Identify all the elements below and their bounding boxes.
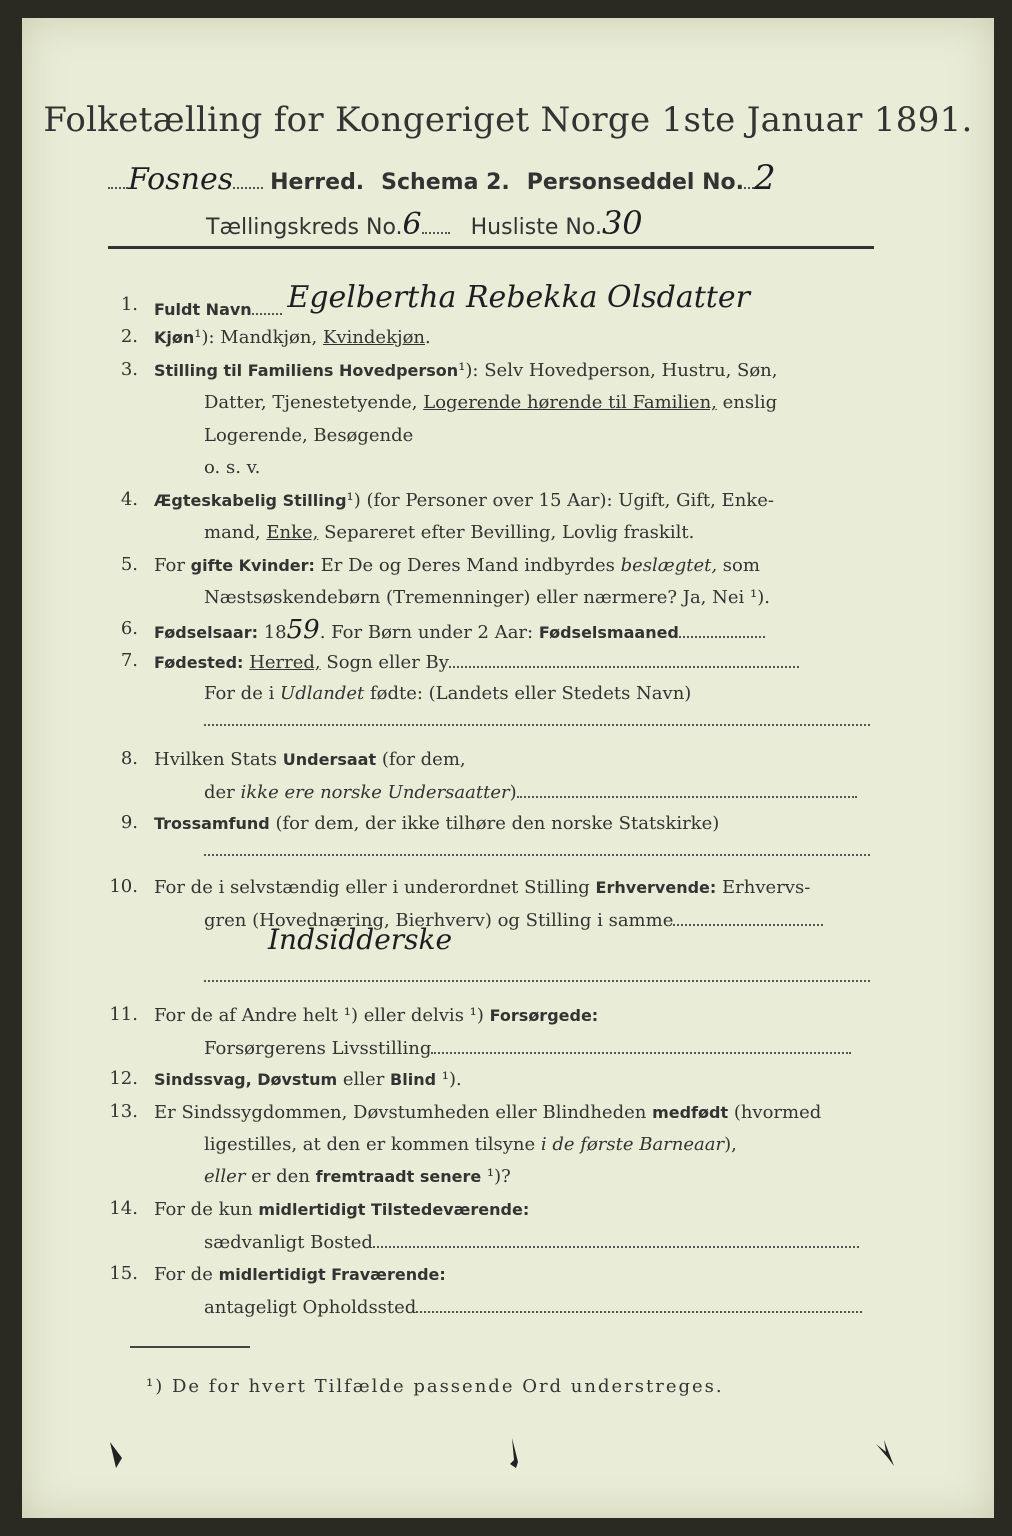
religion-text: (for dem, der ikke tilhøre den norske Statskirke) (269, 813, 720, 834)
family-position-options: ¹): Selv Hovedperson, Hustru, Søn, (458, 360, 778, 381)
congenital-text-6: ¹)? (481, 1166, 511, 1187)
citizenship-text-4: ) (509, 782, 517, 803)
item-number: 9. (120, 812, 138, 833)
footnote: ¹) De for hvert Tilfælde passende Ord understreges. (146, 1376, 724, 1397)
header-rule (108, 246, 874, 249)
item-religion (154, 812, 719, 836)
birth-year-label: Fødselsaar: (154, 623, 258, 642)
birthplace-label: Fødested: (154, 653, 244, 672)
married-women-label: gifte Kvinder: (190, 556, 315, 575)
herred-label: Herred. (270, 170, 365, 195)
married-text-1: For (154, 555, 191, 576)
gender-label: Kjøn (154, 328, 195, 347)
form-title: Folketælling for Kongeriget Norge 1ste Januar 1891. (43, 100, 973, 140)
item-temporary-absent-line2 (204, 1295, 862, 1320)
kreds-value: 6 (402, 207, 422, 242)
marital-selected: Enke, (266, 522, 319, 543)
item-temporary-absent (154, 1263, 446, 1287)
disability-text: eller (337, 1069, 391, 1090)
occupation-dotline (204, 980, 870, 982)
registration-mark-right (872, 1436, 900, 1470)
item-name (154, 280, 750, 322)
birthplace-options: Sogn eller By (320, 652, 449, 673)
blind-label: Blind (390, 1070, 437, 1089)
married-women-line2: Næstsøskendebørn (Tremenninger) eller nærmere? Ja, Nei ¹). (204, 587, 770, 608)
item-number: 4. (120, 489, 138, 510)
item-number: 7. (120, 650, 138, 671)
item-congenital-line3 (204, 1165, 511, 1189)
temporary-absent-label: midlertidigt Fraværende: (218, 1265, 446, 1284)
kreds-label: Tællingskreds No. (206, 215, 403, 240)
citizenship-text-2: (for dem, (376, 749, 466, 770)
supported-label: Forsørgede: (489, 1006, 599, 1025)
gender-options: ): Mandkjøn, (201, 327, 323, 348)
name-label: Fuldt Navn (154, 300, 252, 319)
birthplace-dotline (204, 724, 870, 726)
footnote-mark: ¹ (194, 327, 202, 348)
item-number: 14. (109, 1198, 138, 1219)
citizenship-text-1: Hvilken Stats (154, 749, 283, 770)
registration-mark-left (106, 1440, 126, 1470)
header-line-herred (108, 158, 878, 198)
herred-value: Fosnes (128, 162, 234, 197)
registration-mark-center (506, 1436, 522, 1470)
header-line-kreds (206, 204, 846, 242)
congenital-text-4: ), (724, 1134, 737, 1155)
later-onset-label: fremtraadt senere (315, 1167, 482, 1186)
stay-place-text: antageligt Opholdssted (204, 1297, 417, 1318)
family-position-options-2: Datter, Tjenestetyende, (204, 392, 424, 413)
name-value: Egelbertha Rebekka Olsdatter (287, 280, 750, 315)
congenital-text-1: Er Sindssygdommen, Døvstumheden eller Blindheden (154, 1102, 653, 1123)
item-birthplace-line2 (204, 682, 691, 706)
family-position-line3: Logerende, Besøgende (204, 425, 414, 446)
item-temporary-present (154, 1198, 529, 1222)
family-position-label: Stilling til Familiens Hovedperson (154, 361, 459, 380)
item-citizenship (154, 748, 466, 772)
temporary-absent-text: For de (154, 1264, 219, 1285)
item-number: 1. (120, 294, 138, 315)
item-congenital (154, 1101, 821, 1125)
abroad-text-1: For de i (204, 683, 281, 704)
congenital-text-italic-2: eller (204, 1166, 246, 1187)
item-citizenship-line2 (204, 780, 857, 805)
birth-year-prefix: 18 (258, 622, 287, 643)
religion-dotline (204, 854, 870, 856)
item-gender (154, 326, 431, 350)
item-number: 13. (109, 1101, 138, 1122)
census-form (22, 18, 994, 1518)
marital-options: ¹) (for Personer over 15 Aar): Ugift, Gift, Enke- (346, 490, 774, 511)
husliste-value: 30 (601, 204, 643, 242)
birth-year-value: 59 (286, 615, 320, 645)
temporary-present-text: For de kun (154, 1199, 259, 1220)
congenital-text-3: ligestilles, at den er kommen tilsyne (204, 1134, 541, 1155)
abroad-text-2: fødte: (Landets eller Stedets Navn) (364, 683, 692, 704)
item-number: 6. (120, 618, 138, 639)
personseddel-value: 2 (754, 158, 776, 198)
item-number: 10. (109, 876, 138, 897)
married-text-3: som (717, 555, 760, 576)
family-position-options-3: enslig (716, 392, 778, 413)
temporary-present-label: midlertidigt Tilstedeværende: (258, 1200, 530, 1219)
item-supported (154, 1004, 598, 1028)
item-marital (154, 489, 774, 513)
item-number: 15. (109, 1263, 138, 1284)
gender-end: . (425, 327, 431, 348)
item-disability (154, 1068, 462, 1092)
item-occupation-value-line (268, 923, 453, 956)
item-number: 2. (120, 326, 138, 347)
usual-residence-text: sædvanligt Bosted (204, 1232, 373, 1253)
supported-text: For de af Andre helt ¹) eller delvis ¹) (154, 1005, 490, 1026)
marital-options-2: mand, (204, 522, 267, 543)
citizenship-text-italic: ikke ere norske Undersaatter (240, 782, 510, 803)
item-family-position-line2 (204, 391, 777, 415)
marital-label: Ægteskabelig Stilling (154, 491, 347, 510)
congenital-text-2: (hvormed (728, 1102, 822, 1123)
occupation-text-1: For de i selvstændig eller i underordnet Stilling (154, 877, 596, 898)
religion-label: Trossamfund (154, 814, 270, 833)
supporter-text: Forsørgerens Livsstilling (204, 1038, 432, 1059)
item-number: 8. (120, 748, 138, 769)
item-married-women (154, 554, 760, 578)
item-occupation (154, 876, 810, 900)
birthplace-selected: Herred, (249, 652, 321, 673)
gender-selected: Kvindekjøn (322, 327, 425, 348)
item-number: 11. (109, 1004, 138, 1025)
birth-month-text: . For Børn under 2 Aar: (319, 622, 539, 643)
personseddel-label: Personseddel No. (526, 170, 745, 195)
disability-end: ¹). (436, 1069, 462, 1090)
item-number: 12. (109, 1068, 138, 1089)
item-number: 3. (120, 359, 138, 380)
item-marital-line2 (204, 521, 694, 545)
abroad-text-italic: Udlandet (280, 683, 365, 704)
occupation-label: Erhvervende: (595, 878, 717, 897)
schema-label: Schema 2. (381, 170, 510, 195)
birth-month-label: Fødselsmaaned (538, 623, 679, 642)
item-birth-year (154, 615, 765, 645)
husliste-label: Husliste No. (470, 215, 602, 240)
family-position-line4: o. s. v. (204, 457, 261, 478)
marital-options-3: Separeret efter Bevilling, Lovlig fraskilt. (318, 522, 695, 543)
citizenship-text-3: der (204, 782, 241, 803)
married-text-italic: beslægtet, (620, 555, 718, 576)
citizenship-label: Undersaat (282, 750, 377, 769)
item-number: 5. (120, 554, 138, 575)
item-congenital-line2 (204, 1133, 737, 1157)
occupation-text-3: gren (Hovednæring, Bierhverv) og Stilling i samme (204, 910, 674, 931)
occupation-value: Indsidderske (268, 923, 453, 956)
disability-label: Sindssvag, Døvstum (154, 1070, 338, 1089)
occupation-text-2: Erhvervs- (716, 877, 811, 898)
family-position-selected: Logerende hørende til Familien, (423, 392, 717, 413)
item-family-position (154, 359, 778, 383)
item-temporary-present-line2 (204, 1230, 859, 1255)
item-supported-line2 (204, 1036, 851, 1061)
congenital-label: medfødt (652, 1103, 729, 1122)
congenital-text-5: er den (245, 1166, 316, 1187)
congenital-text-italic: i de første Barneaar (540, 1134, 725, 1155)
item-birthplace (154, 650, 799, 675)
footnote-rule (130, 1346, 250, 1348)
married-text-2: Er De og Deres Mand indbyrdes (314, 555, 621, 576)
